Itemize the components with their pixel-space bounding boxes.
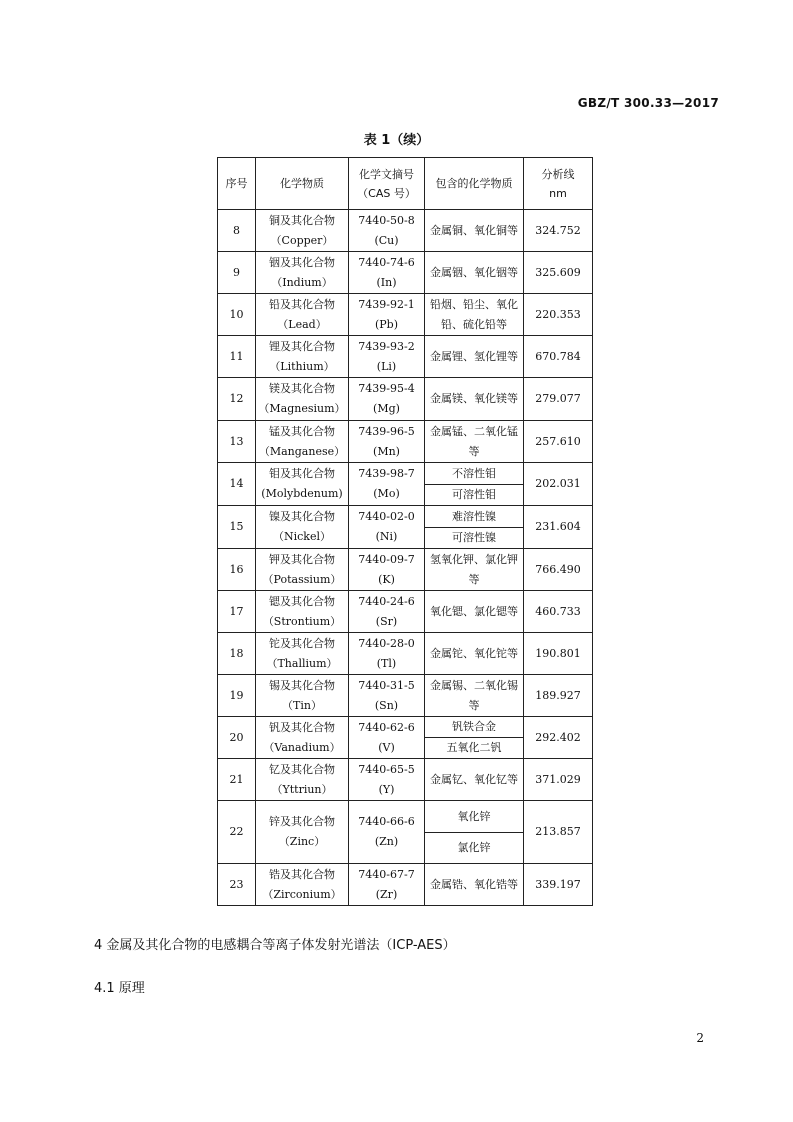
header-analysis-line bbox=[524, 158, 593, 210]
element-symbol: (In) bbox=[376, 275, 397, 289]
cell-includes: 金属锡、二氧化锡等 bbox=[425, 675, 524, 717]
standard-code: GBZ/T 300.33—2017 bbox=[577, 96, 719, 110]
cell-seq: 18 bbox=[218, 633, 256, 675]
cell-substance bbox=[256, 675, 349, 717]
cell-includes: 氧化锶、氯化锶等 bbox=[425, 591, 524, 633]
table-row bbox=[218, 252, 593, 294]
cas-number: 7439-95-4 bbox=[358, 382, 415, 395]
cell-substance bbox=[256, 633, 349, 675]
cell-analysis-line: 371.029 bbox=[524, 759, 593, 801]
substance-en: （Indium） bbox=[271, 275, 333, 289]
cell-substance bbox=[256, 378, 349, 421]
cell-includes: 五氧化二钒 bbox=[425, 738, 524, 759]
cell-cas bbox=[349, 378, 425, 421]
header-cas-line1: 化学文摘号 bbox=[359, 167, 414, 181]
cell-substance bbox=[256, 336, 349, 378]
cell-substance bbox=[256, 421, 349, 463]
cell-cas bbox=[349, 210, 425, 252]
cell-cas bbox=[349, 252, 425, 294]
table-row bbox=[218, 801, 593, 833]
cell-includes: 金属锂、氢化锂等 bbox=[425, 336, 524, 378]
header-cas bbox=[349, 158, 425, 210]
cell-analysis-line: 325.609 bbox=[524, 252, 593, 294]
cell-seq: 20 bbox=[218, 717, 256, 759]
cell-cas bbox=[349, 717, 425, 759]
cell-analysis-line: 190.801 bbox=[524, 633, 593, 675]
cell-includes: 氢氧化钾、氯化钾等 bbox=[425, 549, 524, 591]
cell-seq: 21 bbox=[218, 759, 256, 801]
cas-number: 7440-09-7 bbox=[358, 552, 415, 566]
substance-cn: 铜及其化合物 bbox=[269, 213, 335, 227]
cas-number: 7440-31-5 bbox=[358, 678, 415, 692]
substance-cn: 铟及其化合物 bbox=[269, 255, 335, 269]
cell-seq: 12 bbox=[218, 378, 256, 421]
cas-number: 7439-93-2 bbox=[358, 339, 415, 353]
substance-en: （Copper） bbox=[270, 233, 334, 247]
table-caption: 表 1（续） bbox=[363, 133, 430, 148]
cell-seq: 15 bbox=[218, 506, 256, 549]
table-row bbox=[218, 421, 593, 463]
substance-table bbox=[217, 157, 593, 906]
cell-seq: 23 bbox=[218, 864, 256, 906]
substance-en: （Lead） bbox=[277, 317, 327, 331]
table-header-row bbox=[218, 158, 593, 210]
cell-includes: 金属铜、氧化铜等 bbox=[425, 210, 524, 252]
cell-analysis-line: 231.604 bbox=[524, 506, 593, 549]
element-symbol: (Pb) bbox=[374, 317, 399, 331]
cell-includes: 可溶性镍 bbox=[425, 528, 524, 549]
cell-substance bbox=[256, 506, 349, 549]
cell-includes: 不溶性钼 bbox=[425, 463, 524, 485]
table-row bbox=[218, 549, 593, 591]
substance-cn: 锡及其化合物 bbox=[269, 678, 335, 692]
table-body bbox=[218, 210, 593, 906]
table-row bbox=[218, 210, 593, 252]
header-substance: 化学物质 bbox=[256, 158, 349, 210]
cell-seq: 22 bbox=[218, 801, 256, 864]
cell-analysis-line: 220.353 bbox=[524, 294, 593, 336]
cell-seq: 16 bbox=[218, 549, 256, 591]
cell-seq: 10 bbox=[218, 294, 256, 336]
cas-number: 7440-74-6 bbox=[358, 255, 415, 269]
cell-cas bbox=[349, 506, 425, 549]
cell-analysis-line: 257.610 bbox=[524, 421, 593, 463]
cell-seq: 8 bbox=[218, 210, 256, 252]
cell-seq: 14 bbox=[218, 463, 256, 506]
element-symbol: (V) bbox=[378, 740, 395, 754]
cell-seq: 11 bbox=[218, 336, 256, 378]
table-row bbox=[218, 591, 593, 633]
cas-number: 7440-66-6 bbox=[358, 815, 415, 828]
substance-en: （Strontium） bbox=[262, 614, 342, 628]
cell-cas bbox=[349, 463, 425, 506]
cas-number: 7439-92-1 bbox=[358, 297, 415, 311]
table-row bbox=[218, 336, 593, 378]
substance-cn: 锌及其化合物 bbox=[269, 815, 335, 828]
cas-number: 7440-50-8 bbox=[358, 213, 415, 227]
substance-en: （Thallium） bbox=[266, 656, 338, 670]
cell-seq: 17 bbox=[218, 591, 256, 633]
element-symbol: (Mo) bbox=[373, 487, 400, 500]
element-symbol: (Sn) bbox=[374, 698, 399, 712]
element-symbol: (Li) bbox=[376, 359, 397, 373]
substance-cn: 锶及其化合物 bbox=[269, 594, 335, 608]
cell-analysis-line: 213.857 bbox=[524, 801, 593, 864]
substance-en: (Molybdenum) bbox=[261, 487, 343, 500]
cell-substance bbox=[256, 463, 349, 506]
cell-cas bbox=[349, 336, 425, 378]
cas-number: 7440-67-7 bbox=[358, 867, 415, 881]
substance-en: （Manganese） bbox=[258, 444, 346, 458]
substance-cn: 锆及其化合物 bbox=[269, 867, 335, 881]
substance-cn: 钒及其化合物 bbox=[269, 720, 335, 734]
cell-cas bbox=[349, 294, 425, 336]
cell-analysis-line: 292.402 bbox=[524, 717, 593, 759]
cell-substance bbox=[256, 759, 349, 801]
element-symbol: (Tl) bbox=[376, 656, 397, 670]
substance-en: （Yttriun） bbox=[271, 782, 333, 796]
cell-includes: 金属钇、氧化钇等 bbox=[425, 759, 524, 801]
cell-cas bbox=[349, 549, 425, 591]
element-symbol: (Ni) bbox=[375, 530, 398, 543]
cell-analysis-line: 670.784 bbox=[524, 336, 593, 378]
substance-cn: 铅及其化合物 bbox=[269, 297, 335, 311]
section-heading: 4 金属及其化合物的电感耦合等离子体发射光谱法（ICP-AES） bbox=[94, 938, 456, 953]
cell-substance bbox=[256, 717, 349, 759]
element-symbol: (Zn) bbox=[374, 835, 399, 848]
cell-analysis-line: 339.197 bbox=[524, 864, 593, 906]
cas-number: 7440-65-5 bbox=[358, 762, 415, 776]
table-row bbox=[218, 463, 593, 485]
element-symbol: (Sr) bbox=[375, 614, 398, 628]
table-row bbox=[218, 717, 593, 738]
cell-substance bbox=[256, 591, 349, 633]
cas-number: 7440-24-6 bbox=[358, 594, 415, 608]
cell-substance bbox=[256, 801, 349, 864]
substance-en: （Lithium） bbox=[269, 359, 335, 373]
header-cas-line2: （CAS 号） bbox=[357, 186, 416, 200]
cas-number: 7440-62-6 bbox=[358, 720, 415, 734]
element-symbol: (Zr) bbox=[375, 887, 398, 901]
cas-number: 7439-96-5 bbox=[358, 424, 415, 438]
substance-cn: 钾及其化合物 bbox=[269, 552, 335, 566]
substance-cn: 锰及其化合物 bbox=[269, 424, 335, 438]
cell-cas bbox=[349, 675, 425, 717]
table-row bbox=[218, 759, 593, 801]
cell-analysis-line: 766.490 bbox=[524, 549, 593, 591]
cell-includes: 金属镁、氧化镁等 bbox=[425, 378, 524, 421]
element-symbol: (Mg) bbox=[373, 402, 400, 415]
table-row bbox=[218, 378, 593, 421]
table-row bbox=[218, 633, 593, 675]
page-number: 2 bbox=[696, 1031, 704, 1045]
cell-includes: 难溶性镍 bbox=[425, 506, 524, 528]
substance-cn: 镁及其化合物 bbox=[269, 382, 335, 395]
cell-cas bbox=[349, 591, 425, 633]
header-line-line2: nm bbox=[549, 186, 567, 200]
element-symbol: (Cu) bbox=[374, 233, 399, 247]
element-symbol: (Y) bbox=[378, 782, 395, 796]
cell-cas bbox=[349, 759, 425, 801]
substance-en: （Vanadium） bbox=[263, 740, 341, 754]
cas-number: 7440-28-0 bbox=[358, 636, 415, 650]
cell-cas bbox=[349, 801, 425, 864]
subsection-heading: 4.1 原理 bbox=[94, 981, 145, 996]
cell-analysis-line: 189.927 bbox=[524, 675, 593, 717]
substance-en: （Potassium） bbox=[262, 572, 342, 586]
table-row bbox=[218, 506, 593, 528]
cas-number: 7439-98-7 bbox=[358, 467, 415, 480]
substance-en: （Zinc） bbox=[278, 835, 326, 848]
cell-includes: 氯化锌 bbox=[425, 833, 524, 864]
substance-en: （Tin） bbox=[282, 698, 322, 712]
cell-includes: 金属锰、二氧化锰等 bbox=[425, 421, 524, 463]
cell-includes: 金属锆、氧化锆等 bbox=[425, 864, 524, 906]
substance-cn: 镍及其化合物 bbox=[269, 510, 335, 523]
cell-includes: 金属铟、氧化铟等 bbox=[425, 252, 524, 294]
table-row bbox=[218, 864, 593, 906]
cell-cas bbox=[349, 864, 425, 906]
cell-analysis-line: 279.077 bbox=[524, 378, 593, 421]
substance-cn: 铊及其化合物 bbox=[269, 636, 335, 650]
cas-number: 7440-02-0 bbox=[358, 510, 415, 523]
cell-includes: 氧化锌 bbox=[425, 801, 524, 833]
cell-analysis-line: 460.733 bbox=[524, 591, 593, 633]
substance-en: （Zirconium） bbox=[262, 887, 342, 901]
cell-includes: 铅烟、铅尘、氧化铅、硫化铅等 bbox=[425, 294, 524, 336]
cell-includes: 可溶性钼 bbox=[425, 485, 524, 506]
substance-cn: 钼及其化合物 bbox=[269, 467, 335, 480]
cell-seq: 19 bbox=[218, 675, 256, 717]
substance-en: （Magnesium） bbox=[258, 402, 346, 415]
cell-seq: 13 bbox=[218, 421, 256, 463]
table-row bbox=[218, 675, 593, 717]
header-line-line1: 分析线 bbox=[541, 167, 575, 181]
cell-analysis-line: 324.752 bbox=[524, 210, 593, 252]
cell-substance bbox=[256, 549, 349, 591]
element-symbol: (K) bbox=[378, 572, 395, 586]
cell-includes: 钒铁合金 bbox=[425, 717, 524, 738]
substance-en: （Nickel） bbox=[273, 530, 331, 543]
table-row bbox=[218, 294, 593, 336]
cell-includes: 金属铊、氧化铊等 bbox=[425, 633, 524, 675]
cell-seq: 9 bbox=[218, 252, 256, 294]
cell-substance bbox=[256, 210, 349, 252]
cell-cas bbox=[349, 633, 425, 675]
cell-analysis-line: 202.031 bbox=[524, 463, 593, 506]
substance-cn: 钇及其化合物 bbox=[269, 762, 335, 776]
header-seq: 序号 bbox=[218, 158, 256, 210]
cell-cas bbox=[349, 421, 425, 463]
cell-substance bbox=[256, 252, 349, 294]
header-includes: 包含的化学物质 bbox=[425, 158, 524, 210]
cell-substance bbox=[256, 864, 349, 906]
element-symbol: (Mn) bbox=[373, 444, 400, 458]
cell-substance bbox=[256, 294, 349, 336]
substance-cn: 锂及其化合物 bbox=[269, 339, 335, 353]
